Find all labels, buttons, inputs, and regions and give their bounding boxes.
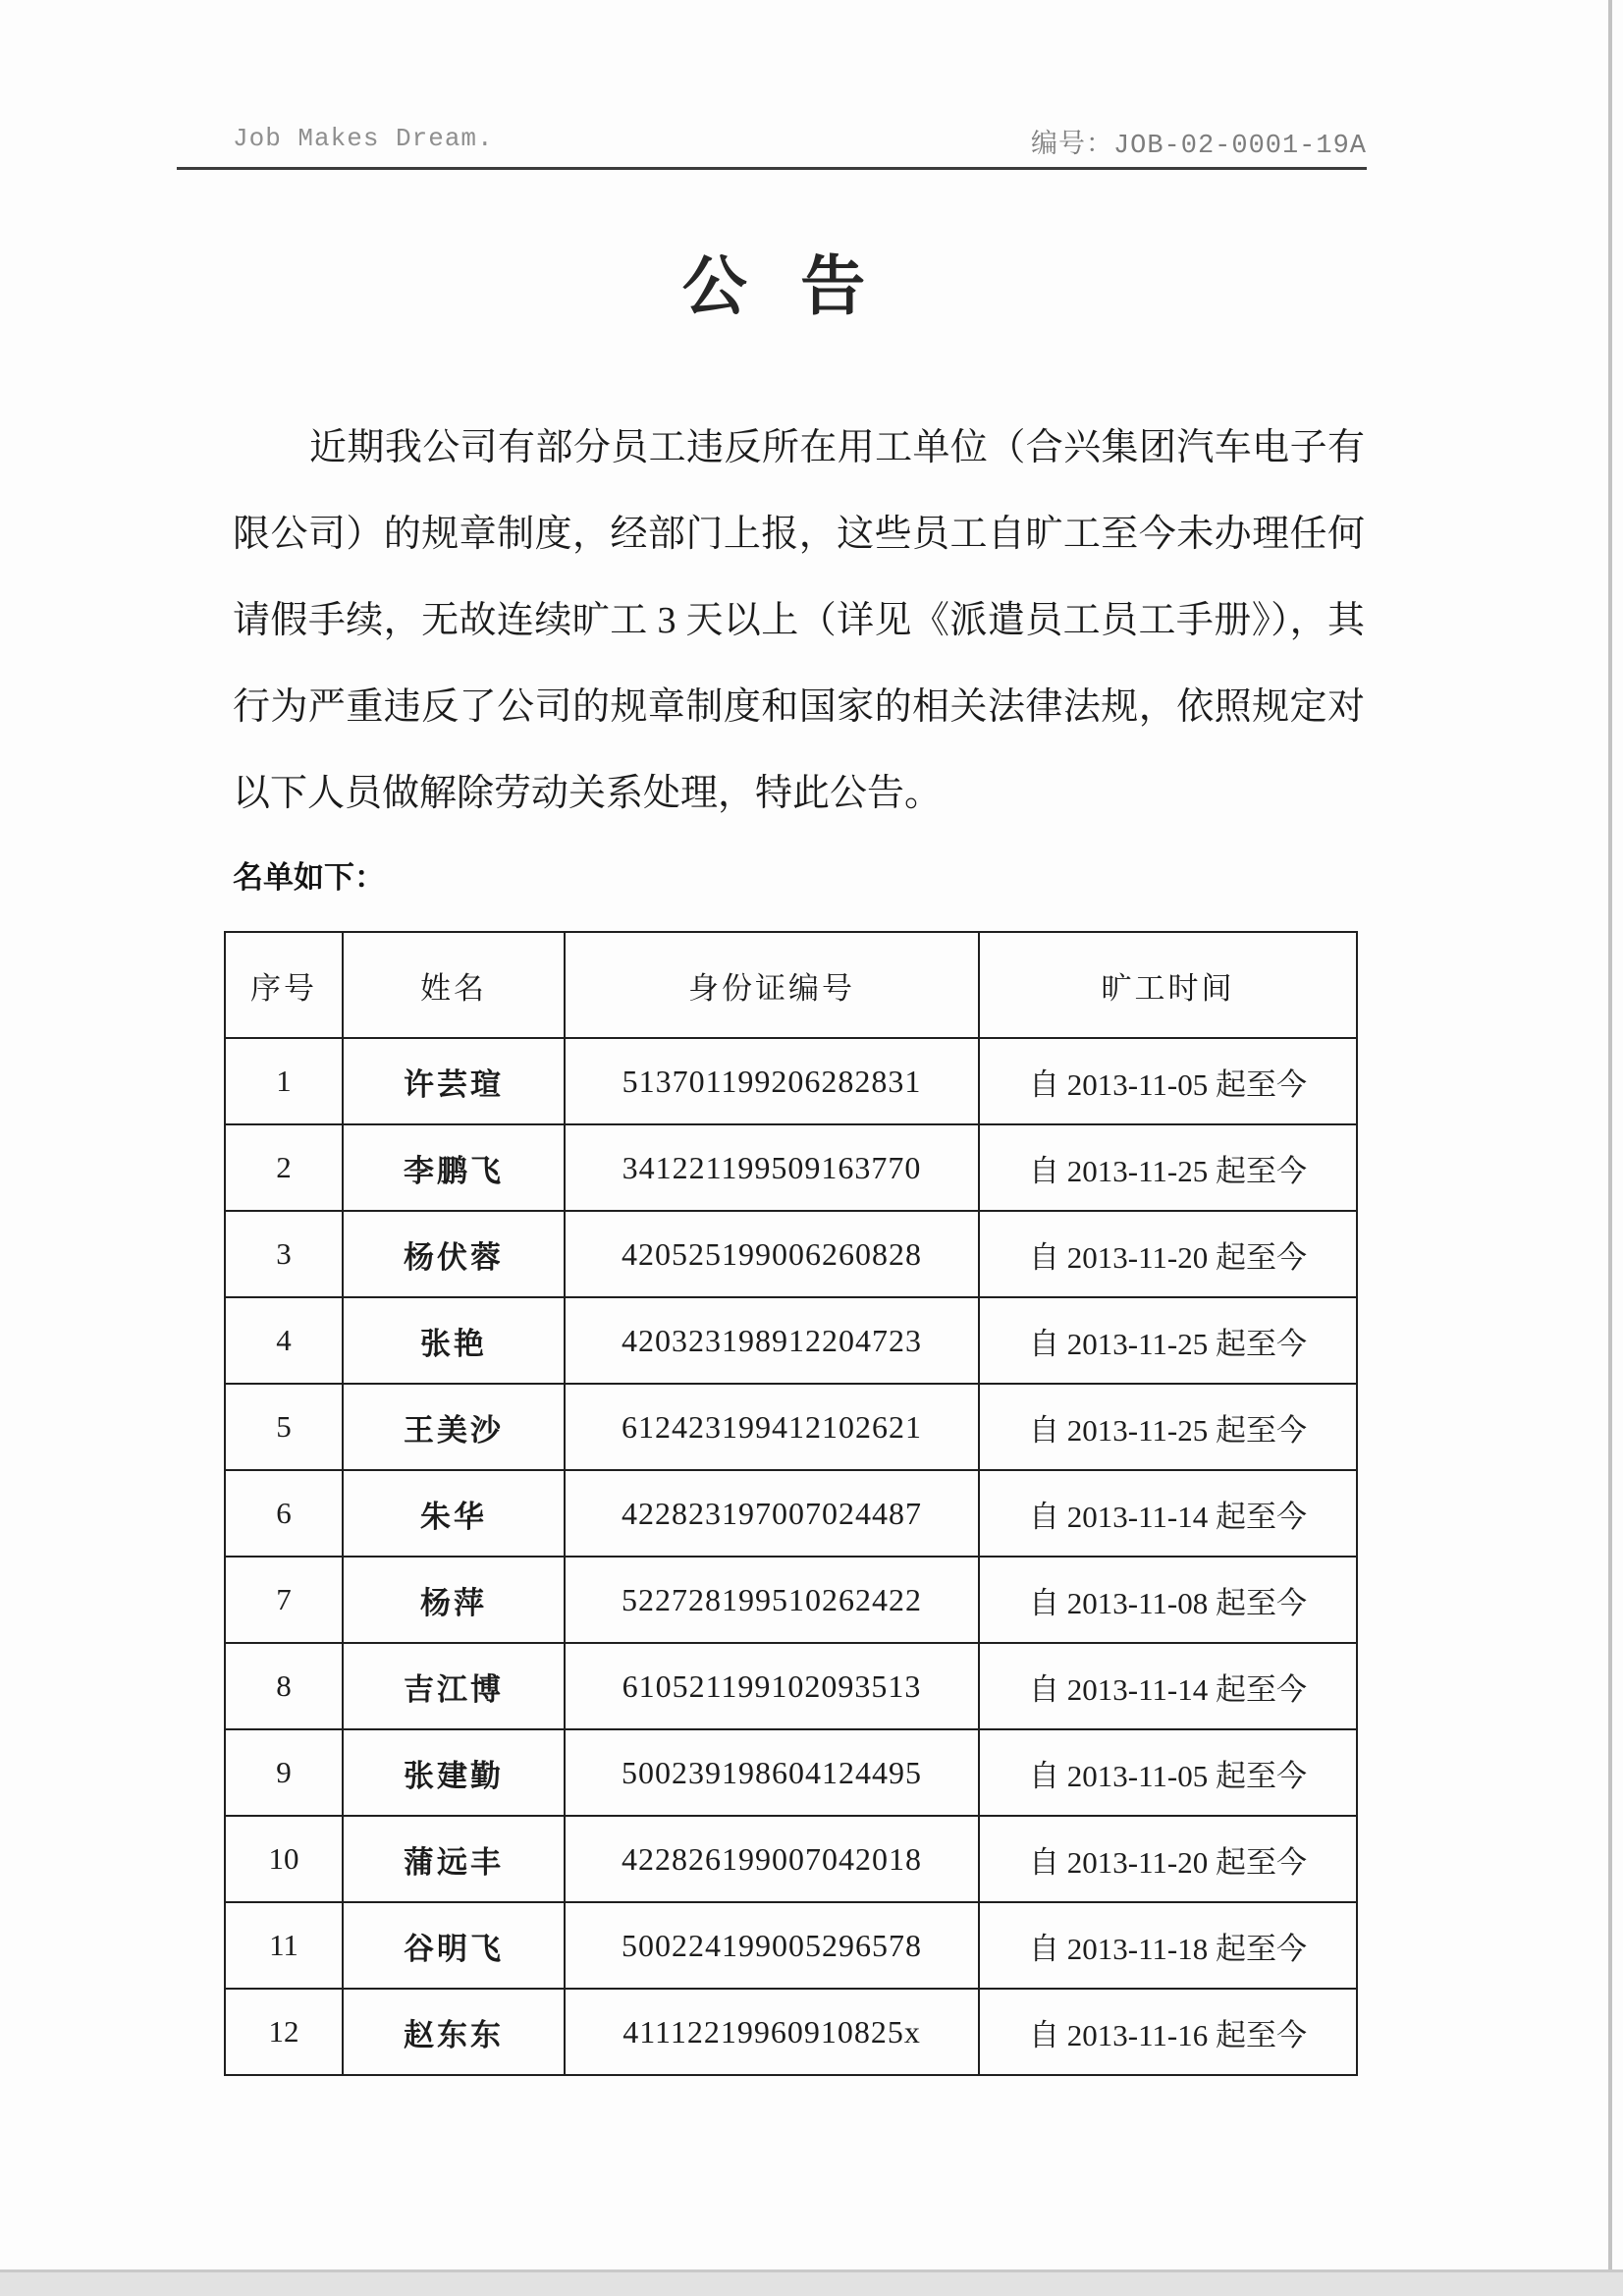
cell-absence-period: 自 2013-11-14 起至今 [979,1470,1357,1557]
notice-line: 近期我公司有部分员工违反所在用工单位（合兴集团汽车电子有 [309,427,1365,468]
cell-id-number: 422826199007042018 [565,1816,979,1902]
notice-line: 以下人员做解除劳动关系处理，特此公告。 [233,773,943,814]
cell-id-number: 500239198604124495 [565,1729,979,1816]
cell-seq: 6 [225,1470,343,1557]
cell-id-number: 341221199509163770 [565,1124,979,1211]
cell-seq: 10 [225,1816,343,1902]
cell-seq: 4 [225,1297,343,1384]
table-row [225,1902,1357,1989]
notice-line: 行为严重违反了公司的规章制度和国家的相关法律法规，依照规定对 [233,686,1365,728]
doc-number: 编号：JOB-02-0001-19A [1030,132,1367,161]
cell-name: 杨伏蓉 [343,1211,565,1297]
cell-absence-period: 自 2013-11-08 起至今 [979,1557,1357,1643]
col-header-absence: 旷工时间 [979,932,1357,1038]
cell-seq: 9 [225,1729,343,1816]
table-row [225,1211,1357,1297]
cell-name: 蒲远丰 [343,1816,565,1902]
cell-seq: 5 [225,1384,343,1470]
header-slogan: Job Makes Dream. [233,124,494,153]
cell-seq: 7 [225,1557,343,1643]
cell-name: 赵东东 [343,1989,565,2075]
cell-name: 谷明飞 [343,1902,565,1989]
cell-absence-period: 自 2013-11-16 起至今 [979,1989,1357,2075]
table-row [225,1297,1357,1384]
cell-seq: 11 [225,1902,343,1989]
table-row [225,1729,1357,1816]
cell-absence-period: 自 2013-11-20 起至今 [979,1211,1357,1297]
table-row [225,1038,1357,1124]
cell-seq: 8 [225,1643,343,1729]
table-row [225,1989,1357,2075]
cell-id-number: 422823197007024487 [565,1470,979,1557]
cell-name: 张艳 [343,1297,565,1384]
table-row [225,1470,1357,1557]
header-divider [177,167,1367,170]
col-header-seq: 序号 [225,932,343,1038]
dismissal-table [224,931,1358,2076]
page-title: 公 告 [681,251,870,323]
cell-name: 许芸瑄 [343,1038,565,1124]
cell-absence-period: 自 2013-11-25 起至今 [979,1124,1357,1211]
cell-seq: 3 [225,1211,343,1297]
cell-absence-period: 自 2013-11-14 起至今 [979,1643,1357,1729]
cell-id-number: 610521199102093513 [565,1643,979,1729]
notice-line: 限公司）的规章制度，经部门上报，这些员工自旷工至今未办理任何 [233,514,1365,555]
table-header-row [225,932,1357,1038]
scan-edge-right [1608,0,1612,2296]
cell-id-number: 513701199206282831 [565,1038,979,1124]
list-label: 名单如下： [233,860,385,895]
cell-absence-period: 自 2013-11-20 起至今 [979,1816,1357,1902]
cell-id-number: 420525199006260828 [565,1211,979,1297]
table-row [225,1124,1357,1211]
cell-id-number: 612423199412102621 [565,1384,979,1470]
col-header-name: 姓名 [343,932,565,1038]
table-row [225,1384,1357,1470]
cell-id-number: 420323198912204723 [565,1297,979,1384]
table-row [225,1557,1357,1643]
cell-seq: 1 [225,1038,343,1124]
table-row [225,1816,1357,1902]
table-row [225,1643,1357,1729]
cell-absence-period: 自 2013-11-25 起至今 [979,1384,1357,1470]
cell-seq: 2 [225,1124,343,1211]
cell-name: 朱华 [343,1470,565,1557]
scan-edge-bottom [0,2269,1623,2296]
cell-seq: 12 [225,1989,343,2075]
cell-name: 吉江博 [343,1643,565,1729]
cell-absence-period: 自 2013-11-05 起至今 [979,1729,1357,1816]
cell-absence-period: 自 2013-11-18 起至今 [979,1902,1357,1989]
cell-name: 王美沙 [343,1384,565,1470]
cell-absence-period: 自 2013-11-25 起至今 [979,1297,1357,1384]
cell-absence-period: 自 2013-11-05 起至今 [979,1038,1357,1124]
notice-body [233,405,1365,837]
cell-name: 李鹏飞 [343,1124,565,1211]
cell-name: 张建勤 [343,1729,565,1816]
col-header-id: 身份证编号 [565,932,979,1038]
cell-id-number: 41112219960910825x [565,1989,979,2075]
cell-name: 杨萍 [343,1557,565,1643]
cell-id-number: 522728199510262422 [565,1557,979,1643]
notice-line: 请假手续，无故连续旷工 3 天以上（详见《派遣员工员工手册》），其 [233,600,1365,641]
cell-id-number: 500224199005296578 [565,1902,979,1989]
